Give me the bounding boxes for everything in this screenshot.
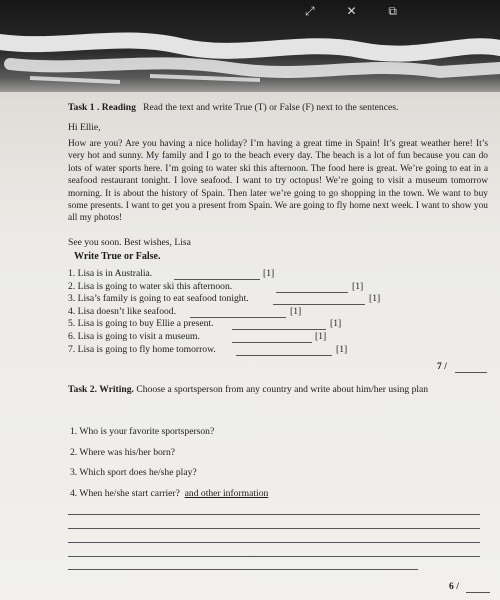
plan-question: 4. When he/she start carrier? (70, 488, 180, 499)
plan-extra: and other information (184, 488, 269, 499)
letter-greeting: Hi Ellie, (68, 122, 101, 133)
tf-item: 1. Lisa is in Australia. (68, 268, 153, 279)
letter-body (68, 138, 488, 225)
plan-question-row (70, 488, 268, 500)
answer-line[interactable] (236, 355, 332, 356)
tf-item: 7. Lisa is going to fly home tomorrow. (68, 344, 216, 355)
writing-line[interactable] (68, 542, 480, 543)
task1-title: Task 1 . Reading (68, 102, 136, 113)
task1-score: 7 / (437, 361, 447, 372)
task2-heading (68, 384, 428, 396)
letter-signoff: See you soon. Best wishes, Lisa (68, 237, 191, 248)
letter-paragraph: How are you? Are you having a nice holiday? I’m having a great time in Spain! It’s great weather here! It’s very hot and sunny. My family and I go to the beach every day. The beach is a lot of fun because you can do lots of water sports here. I’m going to water ski this afternoon. The food here is great. We’re going to eat in a seafood restaurant tonight. I love seafood. I want to try octopus! We’re going to visit a museum tomorrow morning. It is about the history of Spain. Then later we’re going to go shopping in the town. We want to buy some presents. I want to get you a present from Spain. We are going to fly home next week. I want to show you all my photos! (68, 139, 488, 224)
viewer-controls (305, 4, 425, 19)
expand-icon[interactable]: ⤢ (305, 4, 315, 18)
plan-question: 3. Which sport does he/she play? (70, 467, 197, 478)
score-line[interactable] (455, 372, 487, 373)
close-icon[interactable]: ✕ (346, 4, 357, 18)
task1-heading (68, 102, 398, 114)
score-line[interactable] (466, 592, 490, 593)
writing-line[interactable] (68, 556, 480, 557)
item-mark: [1] (330, 318, 342, 329)
item-mark: [1] (263, 268, 275, 279)
true-false-subheading: Write True or False. (74, 251, 161, 262)
item-mark: [1] (290, 306, 302, 317)
answer-line[interactable] (276, 292, 348, 293)
scribble-overlay (0, 20, 500, 90)
item-mark: [1] (315, 331, 327, 342)
tf-item: 4. Lisa doesn’t like seafood. (68, 306, 176, 317)
tf-item: 6. Lisa is going to visit a museum. (68, 331, 200, 342)
plan-question: 2. Where was his/her born? (70, 447, 176, 458)
photo-top-band (0, 0, 500, 92)
tf-item: 3. Lisa’s family is going to eat seafood tonight. (68, 293, 249, 304)
item-mark: [1] (352, 281, 364, 292)
writing-line[interactable] (68, 514, 480, 515)
writing-line[interactable] (68, 569, 418, 570)
writing-line[interactable] (68, 528, 480, 529)
tf-item: 2. Lisa is going to water ski this afternoon. (68, 281, 233, 292)
item-mark: [1] (336, 344, 348, 355)
answer-line[interactable] (232, 342, 312, 343)
task1-instruction: Read the text and write True (T) or False (F) next to the sentences. (143, 102, 399, 113)
tf-item: 5. Lisa is going to buy Ellie a present. (68, 318, 214, 329)
task2-title: Task 2. Writing. (68, 384, 134, 395)
item-mark: [1] (369, 293, 381, 304)
answer-line[interactable] (174, 279, 260, 280)
task2-score: 6 / (449, 581, 459, 592)
task2-instruction: Choose a sportsperson from any country and write about him/her using plan (136, 384, 429, 395)
window-icon[interactable]: ⧉ (388, 4, 397, 18)
answer-line[interactable] (232, 329, 326, 330)
plan-question: 1. Who is your favorite sportsperson? (70, 426, 215, 437)
answer-line[interactable] (273, 304, 365, 305)
